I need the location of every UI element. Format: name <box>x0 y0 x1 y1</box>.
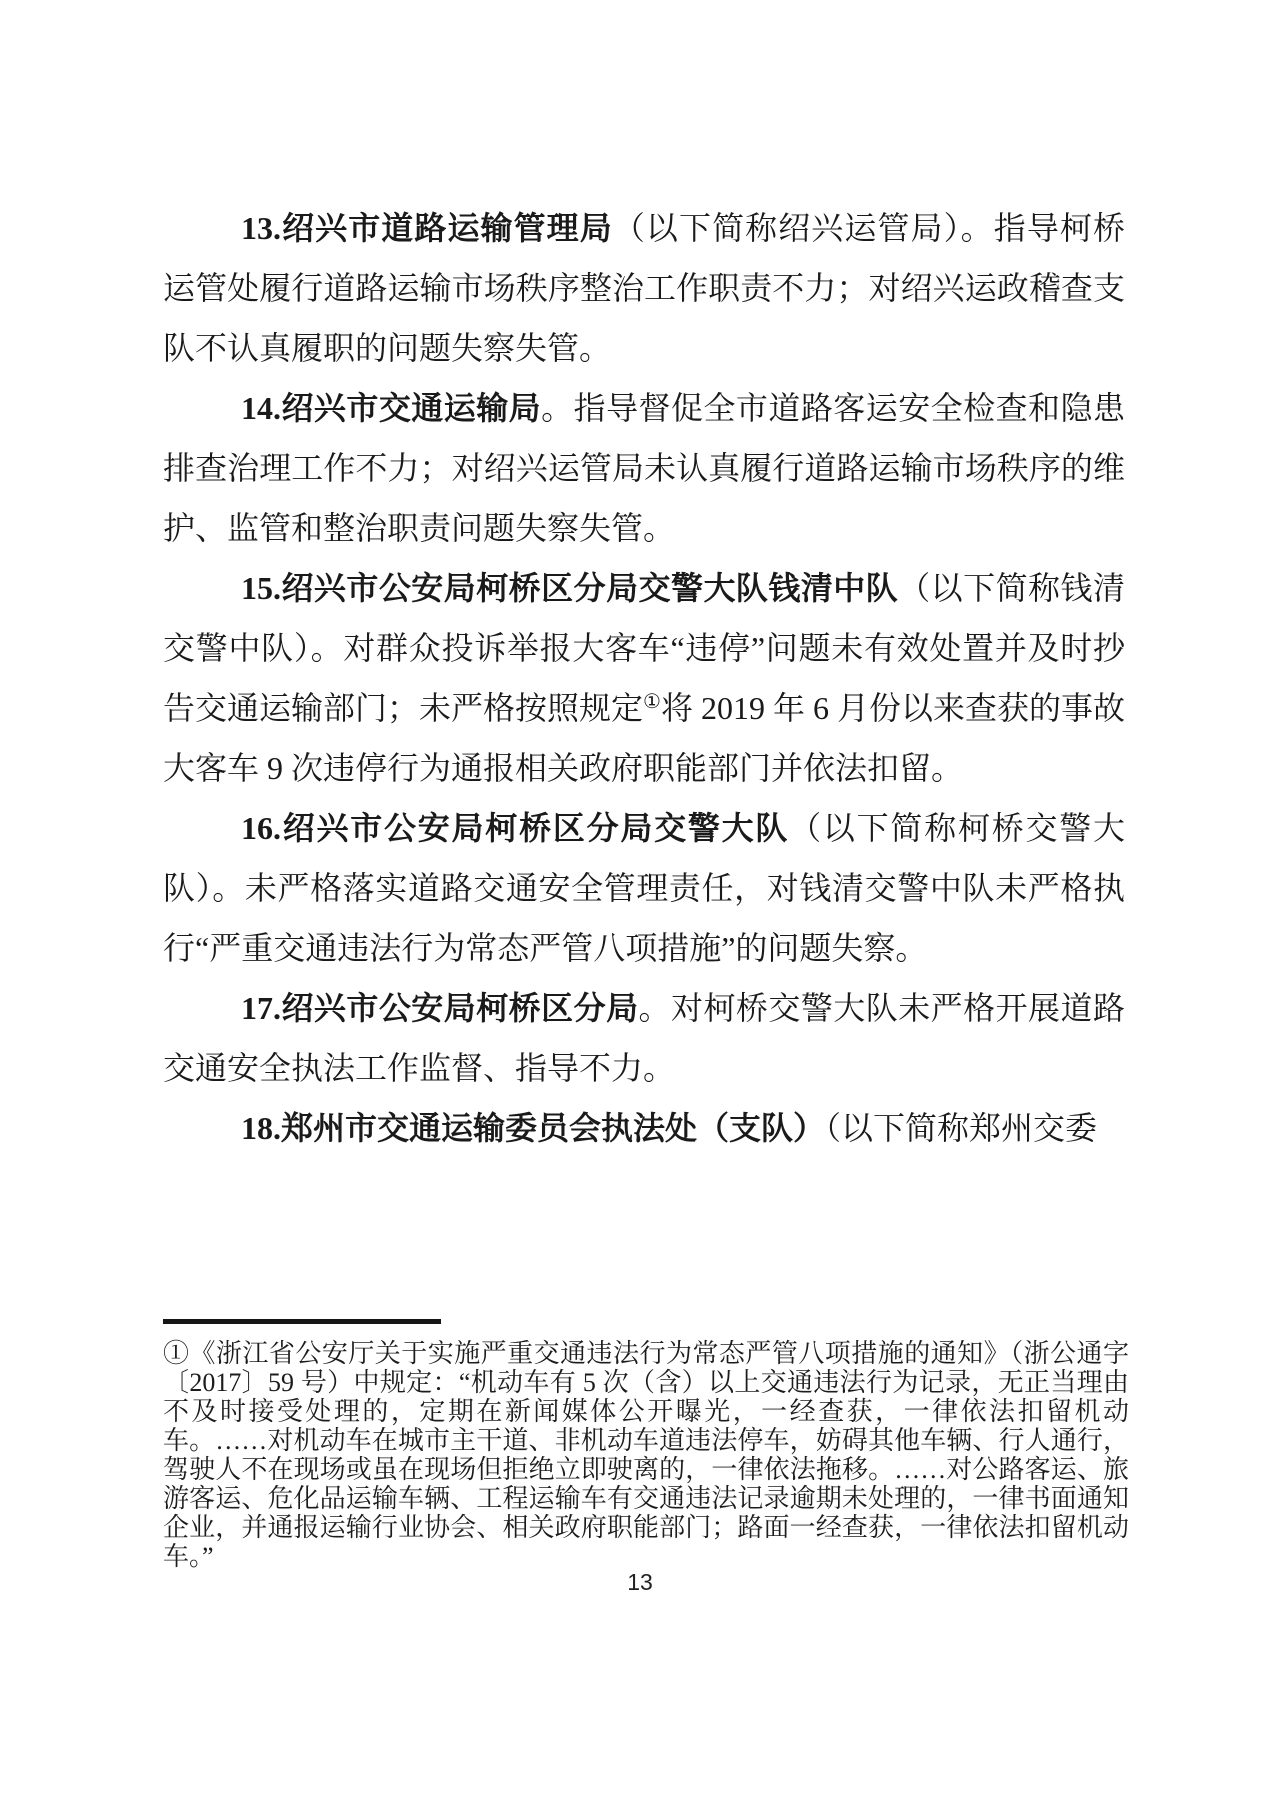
item-number: 15. <box>241 570 281 606</box>
page-number: 13 <box>627 1569 653 1595</box>
paragraph-16 <box>163 798 1125 978</box>
item-number: 18. <box>241 1110 281 1146</box>
item-number: 14. <box>241 390 281 426</box>
footnote-separator <box>163 1319 441 1324</box>
item-number: 16. <box>241 810 281 846</box>
paragraph-13 <box>163 198 1125 378</box>
org-name: 绍兴市交通运输局 <box>281 390 542 426</box>
paragraph-text: （以下简称钱清交警中队）。对群众投诉举报大客车“违停”问题未有效处置并及时抄告交通运输部门；未严格按照规定 <box>163 570 1125 726</box>
item-number: 13. <box>241 210 281 246</box>
item-number: 17. <box>241 990 281 1026</box>
footnote-reference-marker: ① <box>643 691 661 713</box>
org-name-bold <box>241 810 789 846</box>
footnote-marker: ① <box>163 1339 190 1368</box>
paragraph-text: （以下简称柯桥交警大队）。未严格落实道路交通安全管理责任，对钱清交警中队未严格执行“严重交通违法行为常态严管八项措施”的问题失察。 <box>163 810 1125 966</box>
org-name-bold <box>241 1110 825 1146</box>
paragraph-text: 将 2019 年 6 月份以来查获的事故大客车 9 次违停行为通报相关政府职能部门并依法扣留。 <box>163 690 1125 786</box>
paragraph-text: （以下简称绍兴运管局）。指导柯桥运管处履行道路运输市场秩序整治工作职责不力；对绍兴运政稽查支队不认真履职的问题失察失管。 <box>163 210 1125 366</box>
body-text <box>163 198 1125 1158</box>
paragraph-14 <box>163 378 1125 558</box>
paragraph-text: 。指导督促全市道路客运安全检查和隐患排查治理工作不力；对绍兴运管局未认真履行道路运输市场秩序的维护、监管和整治职责问题失察失管。 <box>163 390 1125 546</box>
footnote-text: 《浙江省公安厅关于实施严重交通违法行为常态严管八项措施的通知》（浙公通字〔2017〕59 号）中规定：“机动车有 5 次（含）以上交通违法行为记录，无正当理由不及时接受处理的，定期在新闻媒体公开曝光，一经查获，一律依法扣留机动车。……对机动车在城市主干道、非机动车道违法停车，妨碍其他车辆、行人通行，驾驶人不在现场或虽在现场但拒绝立即驶离的，一律依法拖移。……对公路客运、旅游客运、危化品运输车辆、工程运输车有交通违法记录逾期未处理的，一律书面通知企业，并通报运输行业协会、相关政府职能部门；路面一经查获，一律依法扣留机动车。” <box>163 1339 1129 1571</box>
org-name: 绍兴市道路运输管理局 <box>281 210 613 246</box>
paragraph-text: 。对柯桥交警大队未严格开展道路交通安全执法工作监督、指导不力。 <box>163 990 1125 1086</box>
paragraph-17 <box>163 978 1125 1098</box>
paragraph-18 <box>163 1098 1125 1158</box>
org-name-bold <box>241 210 613 246</box>
org-name-bold <box>241 570 898 606</box>
org-name: 郑州市交通运输委员会执法处（支队） <box>281 1110 826 1146</box>
org-name: 绍兴市公安局柯桥区分局 <box>281 990 639 1026</box>
org-name: 绍兴市公安局柯桥区分局交警大队 <box>281 810 790 846</box>
paragraph-15 <box>163 558 1125 798</box>
org-name-bold <box>241 390 541 426</box>
paragraph-text: （以下简称郑州交委 <box>825 1110 1098 1146</box>
org-name-bold <box>241 990 639 1026</box>
footnote <box>163 1339 1129 1571</box>
org-name: 绍兴市公安局柯桥区分局交警大队钱清中队 <box>281 570 899 606</box>
